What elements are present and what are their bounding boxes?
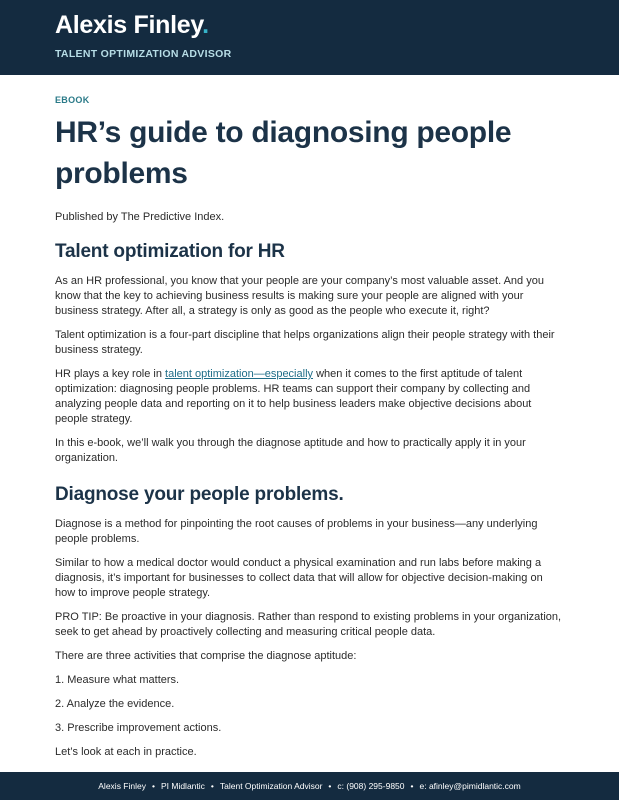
paragraph: Diagnose is a method for pinpointing the root causes of problems in your business—any underlying people problems. — [55, 518, 538, 545]
doc-eyebrow: EBOOK — [55, 95, 90, 105]
page-header — [0, 0, 619, 75]
advisor-name: Alexis Finley. — [55, 11, 209, 39]
brand-dot: . — [202, 11, 209, 39]
footer-company: PI Midlantic — [160, 781, 205, 791]
paragraph: Let’s look at each in practice. — [55, 746, 197, 758]
footer-separator: • — [210, 781, 214, 791]
list-item: 2. Analyze the evidence. — [55, 698, 175, 710]
footer-name: Alexis Finley — [98, 781, 146, 791]
paragraph: In this e-book, we’ll walk you through the diagnose aptitude and how to practically apply it in your organization. — [55, 437, 526, 464]
paragraph: There are three activities that comprise the diagnose aptitude: — [55, 650, 357, 662]
pro-tip: PRO TIP: Be proactive in your diagnosis. Rather than respond to existing problems in your organization, seek to get ahead by proactively collecting and measuring critical people data. — [55, 611, 562, 638]
footer-title: Talent Optimization Advisor — [219, 781, 323, 791]
doc-title: HR’s guide to diagnosing people problems — [55, 116, 512, 190]
paragraph: Similar to how a medical doctor would conduct a physical examination and run labs before making a diagnosis, it’s important for businesses to collect data that will allow for objective decision-making on how to improve people strategy. — [55, 557, 543, 599]
footer-separator: • — [151, 781, 155, 791]
list-item: 3. Prescribe improvement actions. — [55, 722, 222, 734]
section-heading-diagnose: Diagnose your people problems. — [55, 484, 344, 505]
footer-separator: • — [410, 781, 414, 791]
footer-email: e: afinley@pimidlantic.com — [419, 781, 521, 791]
advisor-role: TALENT OPTIMIZATION ADVISOR — [55, 48, 232, 60]
paragraph: Talent optimization is a four-part discipline that helps organizations align their people strategy with their business strategy. — [55, 329, 555, 356]
footer-phone: c: (908) 295-9850 — [337, 781, 405, 791]
list-item: 1. Measure what matters. — [55, 674, 180, 686]
talent-optimization-link[interactable]: talent optimization—especially — [165, 368, 314, 380]
published-by: Published by The Predictive Index. — [55, 211, 225, 223]
paragraph: HR plays a key role in talent optimization—especially when it comes to the first aptitude of talent optimization: diagnosing people problems. HR teams can support their company by collecting and analyzing people data and reporting on it to help business leaders make objective decisions about people strategy. — [55, 368, 532, 425]
page-footer — [0, 772, 619, 800]
document-body — [55, 95, 565, 760]
paragraph: As an HR professional, you know that your people are your company’s most valuable asset. And you know that the key to achieving business results is making sure your people are aligned with your business strategy. After all, a strategy is only as good as the people who execute it, right? — [55, 275, 544, 317]
section-heading-talent-optimization: Talent optimization for HR — [55, 241, 285, 262]
footer-separator: • — [328, 781, 332, 791]
